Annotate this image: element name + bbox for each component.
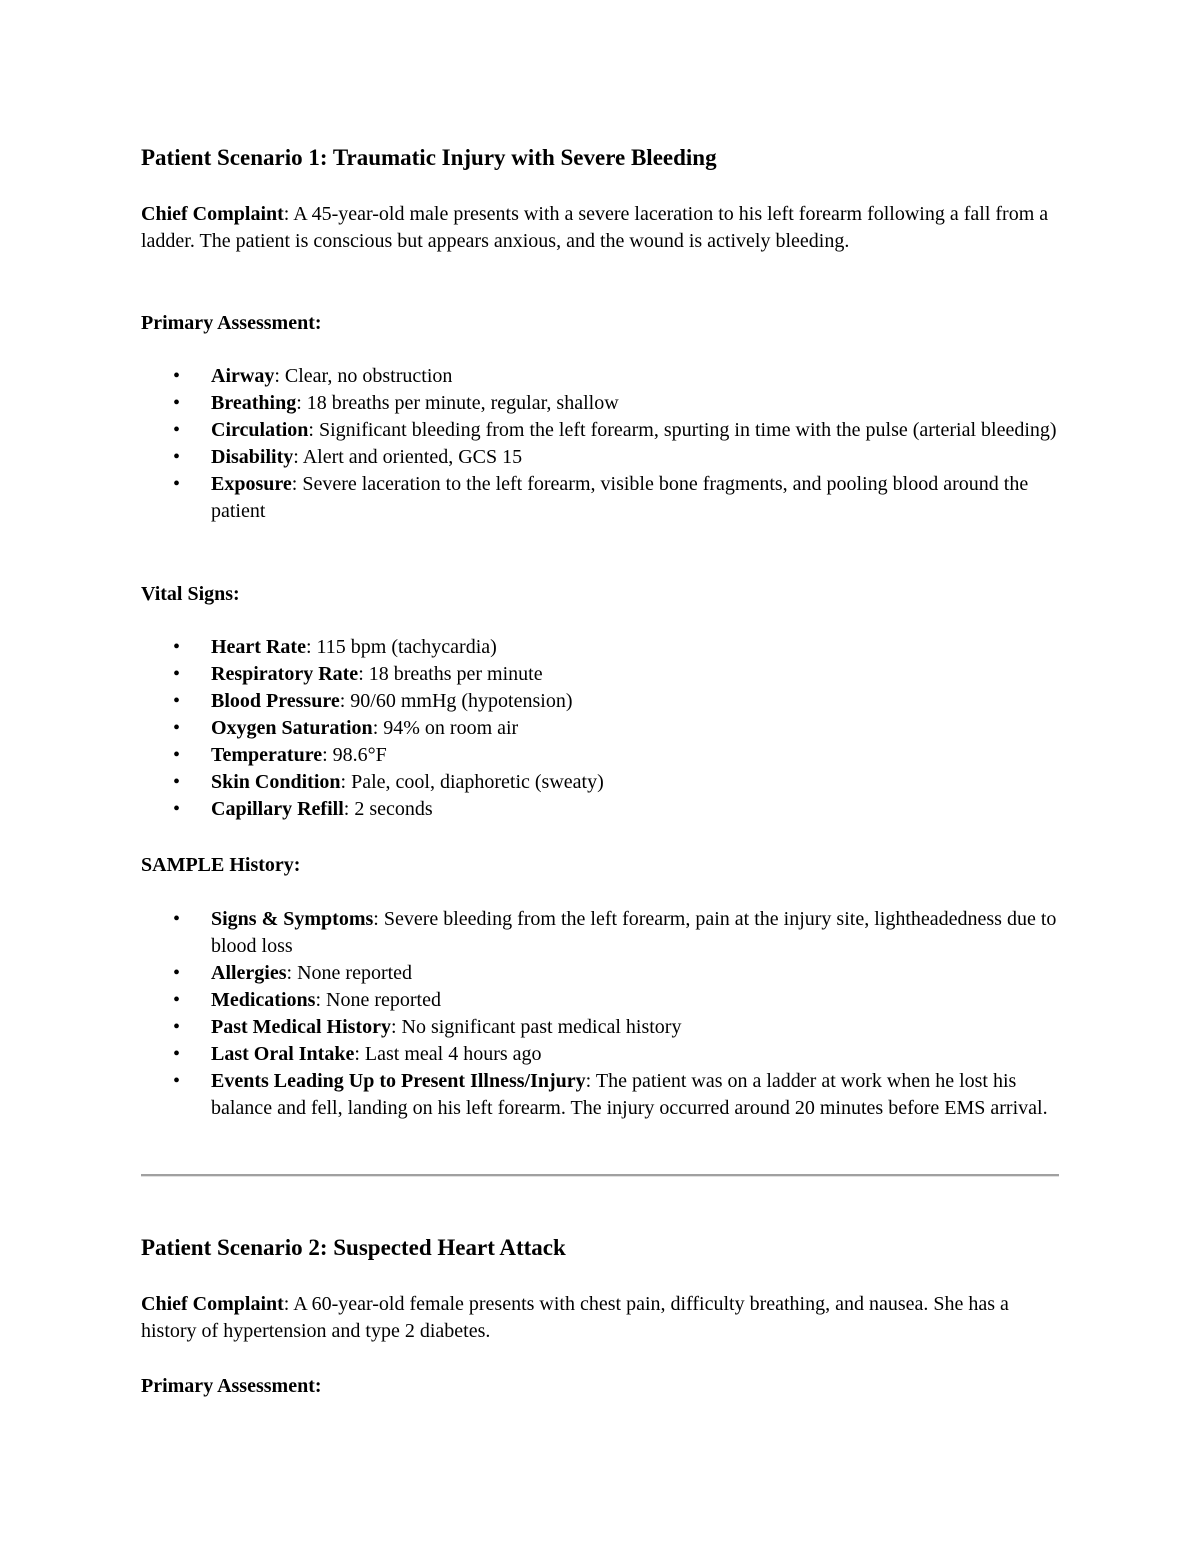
list-item [141,796,1066,823]
list-item [141,471,1066,525]
item-label: Signs & Symptoms [211,908,374,930]
list-item [141,987,1066,1014]
item-label: Capillary Refill [211,798,344,820]
vital-signs-block [141,634,1066,823]
item-label: Exposure [211,473,292,495]
item-text: : Clear, no obstruction [274,365,453,387]
list-item [141,363,1066,390]
list-item [141,906,1066,960]
item-text: : 18 breaths per minute [358,663,543,685]
sample-history-heading-block [141,852,1066,879]
list-item [141,1014,1066,1041]
list-item [141,634,1066,661]
section-divider [141,1174,1059,1177]
scenario-1-section [141,144,1066,172]
primary-assessment-heading: Primary Assessment: [141,1375,322,1397]
primary-assessment-list [141,363,1066,525]
list-item [141,769,1066,796]
list-item [141,715,1066,742]
list-item [141,1068,1066,1122]
scenario-1-primary-heading-block [141,310,1066,337]
vital-signs-heading-block [141,581,1066,608]
chief-complaint-paragraph [141,1291,1066,1345]
list-item [141,444,1066,471]
item-text: : None reported [286,962,413,984]
sample-history-list [141,906,1066,1122]
list-item [141,390,1066,417]
chief-complaint-label: Chief Complaint [141,1293,284,1315]
scenario-1-primary-block [141,363,1066,525]
chief-complaint-label: Chief Complaint [141,203,284,225]
vital-signs-heading: Vital Signs: [141,583,240,605]
item-text: : 18 breaths per minute, regular, shallow [296,392,619,414]
item-label: Past Medical History [211,1016,391,1038]
item-label: Heart Rate [211,636,306,658]
item-label: Allergies [211,962,287,984]
list-item [141,688,1066,715]
item-text: : Alert and oriented, GCS 15 [293,446,523,468]
item-text: : No significant past medical history [390,1016,682,1038]
item-label: Oxygen Saturation [211,717,373,739]
item-label: Airway [211,365,275,387]
list-item [141,1041,1066,1068]
item-text: : Severe bleeding from the left forearm, pain at the injury site, lightheadedness due to blood loss [211,908,1057,957]
item-text: : 94% on room air [372,717,519,739]
scenario-2-section [141,1234,1066,1262]
item-label: Skin Condition [211,771,341,793]
item-text: : Significant bleeding from the left forearm, spurting in time with the pulse (arterial bleeding) [308,419,1057,441]
vital-signs-list [141,634,1066,823]
item-label: Circulation [211,419,309,441]
item-label: Medications [211,989,316,1011]
scenario-2-chief-complaint [141,1291,1066,1345]
scenario-1-title: Patient Scenario 1: Traumatic Injury with Severe Bleeding [141,145,717,170]
primary-assessment-heading: Primary Assessment: [141,312,322,334]
scenario-2-primary-heading-block [141,1373,1066,1400]
item-label: Disability [211,446,294,468]
scenario-2-title: Patient Scenario 2: Suspected Heart Attack [141,1235,566,1260]
scenario-1-chief-complaint [141,201,1066,255]
item-label: Respiratory Rate [211,663,359,685]
chief-complaint-text: : A 45-year-old male presents with a severe laceration to his left forearm following a fall from a ladder. The patient is conscious but appears anxious, and the wound is actively bleeding. [141,203,1049,252]
item-label: Breathing [211,392,297,414]
item-text: : 2 seconds [343,798,433,820]
item-text: : The patient was on a ladder at work when he lost his balance and fell, landing on his left forearm. The injury occurred around 20 minutes before EMS arrival. [211,1070,1048,1119]
list-item [141,661,1066,688]
item-label: Last Oral Intake [211,1043,355,1065]
item-text: : Pale, cool, diaphoretic (sweaty) [340,771,604,793]
list-item [141,960,1066,987]
item-label: Blood Pressure [211,690,340,712]
item-text: : 115 bpm (tachycardia) [305,636,497,658]
chief-complaint-text: : A 60-year-old female presents with chest pain, difficulty breathing, and nausea. She has a history of hypertension and type 2 diabetes. [141,1293,1009,1342]
item-text: : Last meal 4 hours ago [354,1043,542,1065]
item-text: : None reported [315,989,441,1011]
item-text: : Severe laceration to the left forearm, visible bone fragments, and pooling blood around the patient [211,473,1029,522]
item-label: Events Leading Up to Present Illness/Injury [211,1070,586,1092]
list-item [141,742,1066,769]
item-label: Temperature [211,744,323,766]
sample-history-heading: SAMPLE History: [141,854,301,876]
chief-complaint-paragraph [141,201,1066,255]
list-item [141,417,1066,444]
sample-history-block [141,906,1066,1122]
item-text: : 98.6°F [322,744,387,766]
item-text: : 90/60 mmHg (hypotension) [339,690,573,712]
